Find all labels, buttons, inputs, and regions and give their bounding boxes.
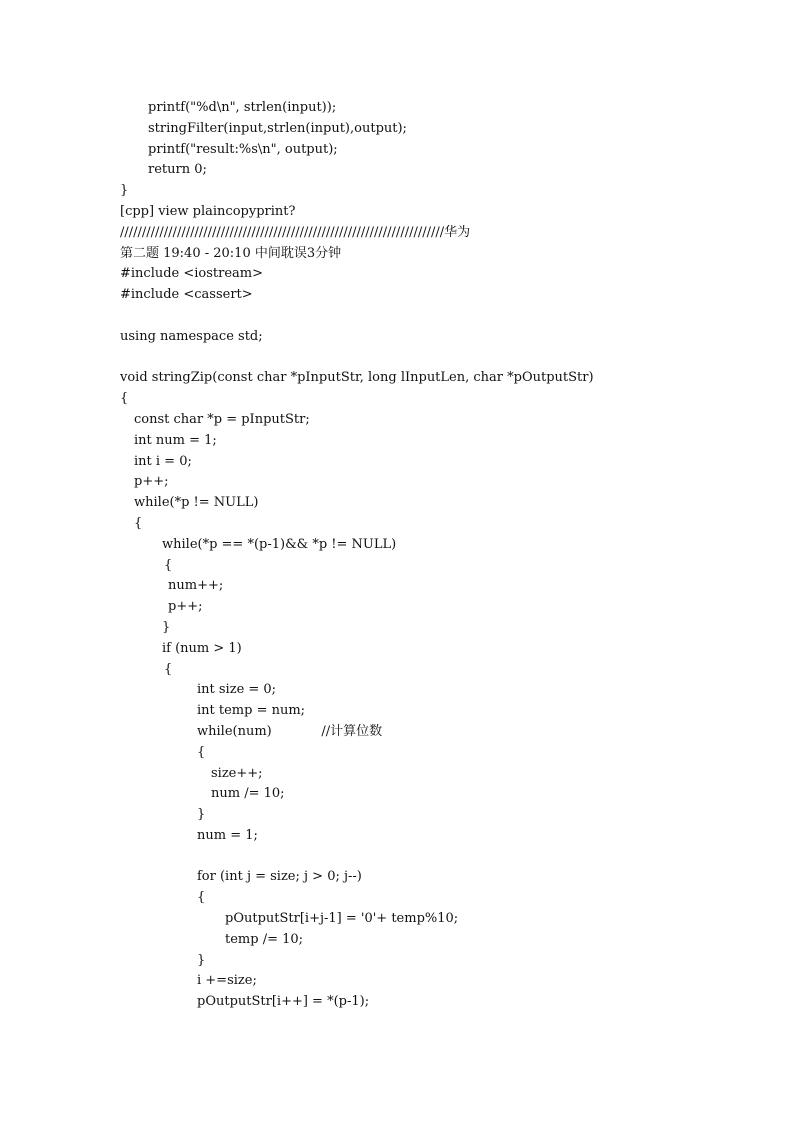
code-line-text: num /= 10;	[211, 786, 285, 802]
code-line-text: {	[134, 515, 143, 531]
code-line-text: {	[197, 890, 206, 906]
code-line	[0, 431, 794, 452]
code-line	[0, 971, 794, 992]
code-line-text: int size = 0;	[197, 682, 277, 698]
code-line-text: #include <iostream>	[120, 266, 264, 282]
code-line-text: int temp = num;	[197, 703, 306, 719]
code-line-text: pOutputStr[i+j-1] = '0'+ temp%10;	[225, 911, 459, 927]
code-line-text: p++;	[134, 474, 169, 490]
code-line	[0, 327, 794, 348]
code-line-text: const char *p = pInputStr;	[134, 411, 310, 427]
code-line	[0, 472, 794, 493]
code-line	[0, 535, 794, 556]
code-line-text: while(*p == *(p-1)&& *p != NULL)	[162, 536, 397, 552]
code-line-text: p++;	[168, 599, 203, 615]
code-line-text: printf("%d\n", strlen(input));	[148, 100, 337, 115]
code-line	[0, 493, 794, 514]
code-line	[0, 410, 794, 431]
code-line	[0, 701, 794, 722]
code-line	[0, 660, 794, 681]
code-line-text: int i = 0;	[134, 453, 192, 469]
code-line-text: pOutputStr[i++] = *(p-1);	[197, 994, 370, 1010]
code-line-text: [cpp] view plaincopyprint?	[120, 203, 296, 219]
code-line-text: }	[197, 952, 206, 968]
code-line-text: printf("result:%s\n", output);	[148, 141, 338, 157]
code-line-text: #include <cassert>	[120, 287, 253, 303]
code-line-text: using namespace std;	[120, 328, 263, 344]
code-line-text: int num = 1;	[134, 432, 217, 448]
code-line-text: }	[120, 183, 129, 199]
code-line	[0, 826, 794, 847]
code-line	[0, 680, 794, 701]
code-line	[0, 306, 794, 327]
code-line-text: num++;	[168, 578, 224, 594]
code-line	[0, 556, 794, 577]
code-line-text: num = 1;	[197, 827, 258, 843]
code-line-text: {	[164, 557, 173, 573]
code-line	[0, 597, 794, 618]
code-line-text: }	[197, 807, 206, 823]
code-line	[0, 930, 794, 951]
code-line	[0, 888, 794, 909]
code-line	[0, 264, 794, 285]
code-line-text: while(*p != NULL)	[134, 495, 259, 511]
code-line	[0, 389, 794, 410]
code-line-text: for (int j = size; j > 0; j--)	[197, 869, 362, 885]
code-line	[0, 223, 794, 244]
code-line-text: 第二题 19:40 - 20:10 中间耽误3分钟	[120, 245, 342, 261]
code-line-text: size++;	[211, 765, 263, 781]
code-line	[0, 992, 794, 1013]
code-line	[0, 285, 794, 306]
code-line	[0, 452, 794, 473]
code-line-text: void stringZip(const char *pInputStr, long lInputLen, char *pOutputStr)	[120, 370, 594, 386]
code-line	[0, 951, 794, 972]
code-line-text: if (num > 1)	[162, 640, 242, 656]
code-line	[0, 244, 794, 265]
code-line	[0, 764, 794, 785]
code-line	[0, 160, 794, 181]
code-line	[0, 618, 794, 639]
code-line-text: }	[162, 619, 171, 635]
code-line	[0, 98, 794, 119]
code-line	[0, 805, 794, 826]
code-line-text: while(num) //计算位数	[197, 723, 383, 739]
code-line	[0, 514, 794, 535]
code-line-text: i +=size;	[197, 973, 257, 989]
code-line-text: {	[164, 661, 173, 677]
code-line	[0, 576, 794, 597]
code-line-text: temp /= 10;	[225, 931, 304, 947]
code-line-text: {	[120, 391, 129, 407]
code-line	[0, 348, 794, 369]
code-line	[0, 867, 794, 888]
code-line	[0, 784, 794, 805]
code-listing	[0, 98, 794, 1013]
code-line	[0, 181, 794, 202]
code-line	[0, 368, 794, 389]
code-line	[0, 847, 794, 868]
code-line	[0, 909, 794, 930]
code-line-text: //////////////////////////////////////////////////////////////////////////华为	[120, 224, 471, 240]
code-line	[0, 140, 794, 161]
code-line	[0, 722, 794, 743]
code-line	[0, 119, 794, 140]
code-line-text: return 0;	[148, 162, 207, 178]
code-line-text: stringFilter(input,strlen(input),output);	[148, 120, 407, 136]
code-line	[0, 743, 794, 764]
code-line-text: {	[197, 744, 206, 760]
code-line	[0, 639, 794, 660]
code-line	[0, 202, 794, 223]
